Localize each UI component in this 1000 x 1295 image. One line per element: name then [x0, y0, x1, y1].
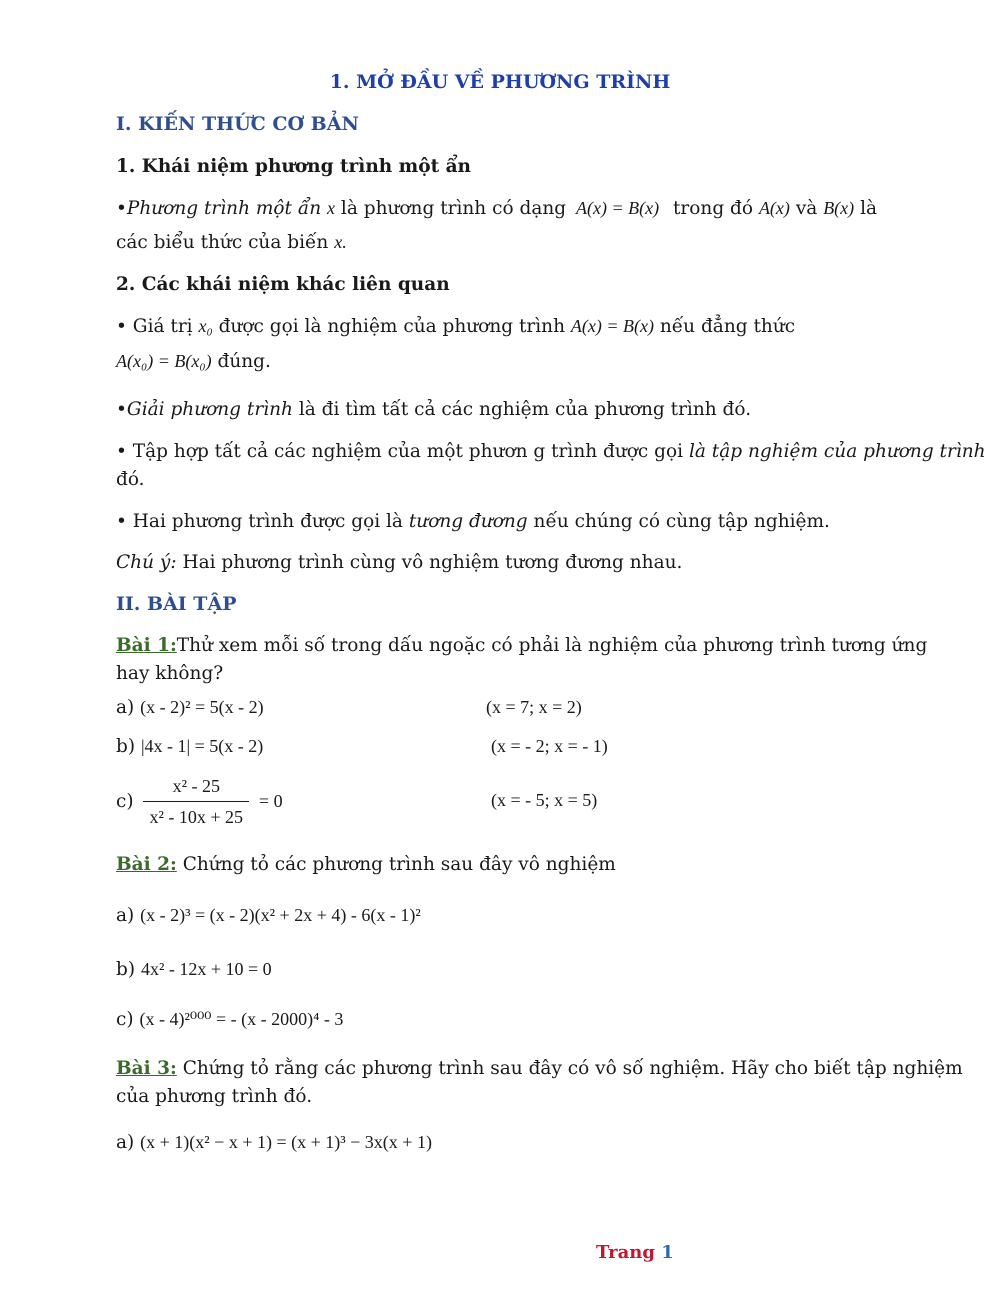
page-number: 1: [661, 1242, 674, 1263]
exercise-1-a: [116, 694, 900, 721]
exercise-3-prompt-2: của phương trình đó.: [116, 1086, 313, 1107]
text: và: [795, 198, 818, 219]
definition-line-1: [116, 195, 900, 222]
note: [116, 549, 900, 576]
text: Chứng tỏ rằng các phương trình sau đây có vô số nghiệm. Hãy cho biết tập nghiệm: [182, 1058, 963, 1079]
text: • Tập hợp tất cả các nghiệm của một phươn g trình được gọi: [116, 441, 684, 462]
term-equivalent: tương đương: [408, 511, 528, 532]
text: là phương trình có dạng: [340, 198, 567, 219]
page-label: Trang: [596, 1242, 655, 1263]
item-label: c): [116, 1009, 134, 1030]
fraction-numerator: x² - 25: [143, 773, 249, 802]
item-label: a): [116, 1132, 135, 1153]
subheading-related: 2. Các khái niệm khác liên quan: [116, 274, 450, 295]
item-label: a): [116, 697, 135, 718]
math-equation: A(x₀) = B(x₀): [116, 351, 212, 371]
term-solve: Giải phương trình: [126, 399, 293, 420]
math-expr: A(x): [758, 198, 790, 218]
text: là: [860, 198, 878, 219]
definition-line-2: [116, 229, 900, 256]
math-equation: (x - 2)³ = (x - 2)(x² + 2x + 4) - 6(x - 1)²: [140, 905, 421, 925]
text: Chứng tỏ các phương trình sau đây vô nghiệm: [182, 854, 616, 875]
term-solution-set: là tập nghiệm của phương trình: [688, 441, 986, 462]
text: • Hai phương trình được gọi là: [116, 511, 403, 532]
note-label: Chú ý:: [116, 552, 177, 573]
page-title: 1. MỞ ĐẦU VỀ PHƯƠNG TRÌNH: [329, 71, 671, 93]
text: được gọi là nghiệm của phương trình: [218, 316, 565, 337]
text: • Giá trị: [116, 316, 193, 337]
root-line-1: [116, 313, 900, 340]
exercise-2-c: [116, 1006, 900, 1033]
page-number-footer: [596, 1242, 674, 1263]
solution-set-line-2: đó.: [116, 469, 145, 490]
math-var: x.: [334, 232, 347, 252]
exercise-1-b: [116, 733, 900, 760]
exercise-1-prompt: [116, 632, 928, 659]
candidate-values: (x = 7; x = 2): [486, 697, 582, 717]
exercise-label: Bài 1:: [116, 635, 177, 656]
math-var: x: [327, 198, 336, 218]
exercise-label: Bài 3:: [116, 1058, 177, 1079]
math-equation: 4x² - 12x + 10 = 0: [140, 959, 272, 979]
exercise-1-prompt-2: hay không?: [116, 663, 224, 684]
candidate-values: (x = - 2; x = - 1): [491, 736, 608, 756]
solve-definition: [116, 396, 900, 423]
text: là đi tìm tất cả các nghiệm của phương trình đó.: [298, 399, 752, 420]
term-equation-one-unknown: Phương trình một ẩn: [126, 198, 322, 219]
text: trong đó: [673, 198, 754, 219]
exercise-2-a: [116, 902, 900, 929]
math-var: x₀: [198, 316, 213, 336]
exercise-3-a: [116, 1129, 900, 1156]
solution-set-line-1: [116, 438, 986, 465]
exercise-label: Bài 2:: [116, 854, 177, 875]
bullet: •: [116, 198, 127, 219]
math-equation: A(x) = B(x): [576, 198, 660, 218]
text: Thử xem mỗi số trong dấu ngoặc có phải là nghiệm của phương trình tương ứng: [176, 635, 928, 656]
bullet: •: [116, 399, 127, 420]
item-label: c): [116, 791, 134, 812]
math-rhs: = 0: [258, 791, 283, 811]
text: nếu chúng có cùng tập nghiệm.: [533, 511, 830, 532]
fraction-denominator: x² - 10x + 25: [149, 807, 244, 827]
math-equation: (x + 1)(x² − x + 1) = (x + 1)³ − 3x(x + 1): [140, 1132, 432, 1152]
math-equation: |4x - 1| = 5(x - 2): [140, 736, 264, 756]
text: đúng.: [217, 351, 271, 372]
exercise-2-b: [116, 956, 900, 983]
item-label: b): [116, 736, 136, 757]
math-equation: (x - 4)²⁰⁰⁰ = - (x - 2000)⁴ - 3: [139, 1009, 344, 1029]
text: Hai phương trình cùng vô nghiệm tương đương nhau.: [182, 552, 683, 573]
item-label: a): [116, 905, 135, 926]
root-line-2: [116, 348, 900, 375]
equivalence-definition: [116, 508, 900, 535]
text: nếu đẳng thức: [659, 316, 796, 337]
math-equation: A(x) = B(x): [570, 316, 654, 336]
text: các biểu thức của biến: [116, 232, 329, 253]
section-heading-exercises: II. BÀI TẬP: [116, 593, 237, 615]
subheading-concept: 1. Khái niệm phương trình một ẩn: [116, 156, 472, 177]
exercise-2-prompt: [116, 851, 900, 878]
fraction: [143, 773, 249, 830]
exercise-1-c: [116, 773, 900, 830]
math-expr: B(x): [823, 198, 855, 218]
candidate-values: (x = - 5; x = 5): [491, 790, 598, 810]
section-heading-theory: I. KIẾN THỨC CƠ BẢN: [116, 113, 359, 135]
math-equation: (x - 2)² = 5(x - 2): [140, 697, 264, 717]
exercise-3-prompt: [116, 1055, 963, 1082]
item-label: b): [116, 959, 136, 980]
